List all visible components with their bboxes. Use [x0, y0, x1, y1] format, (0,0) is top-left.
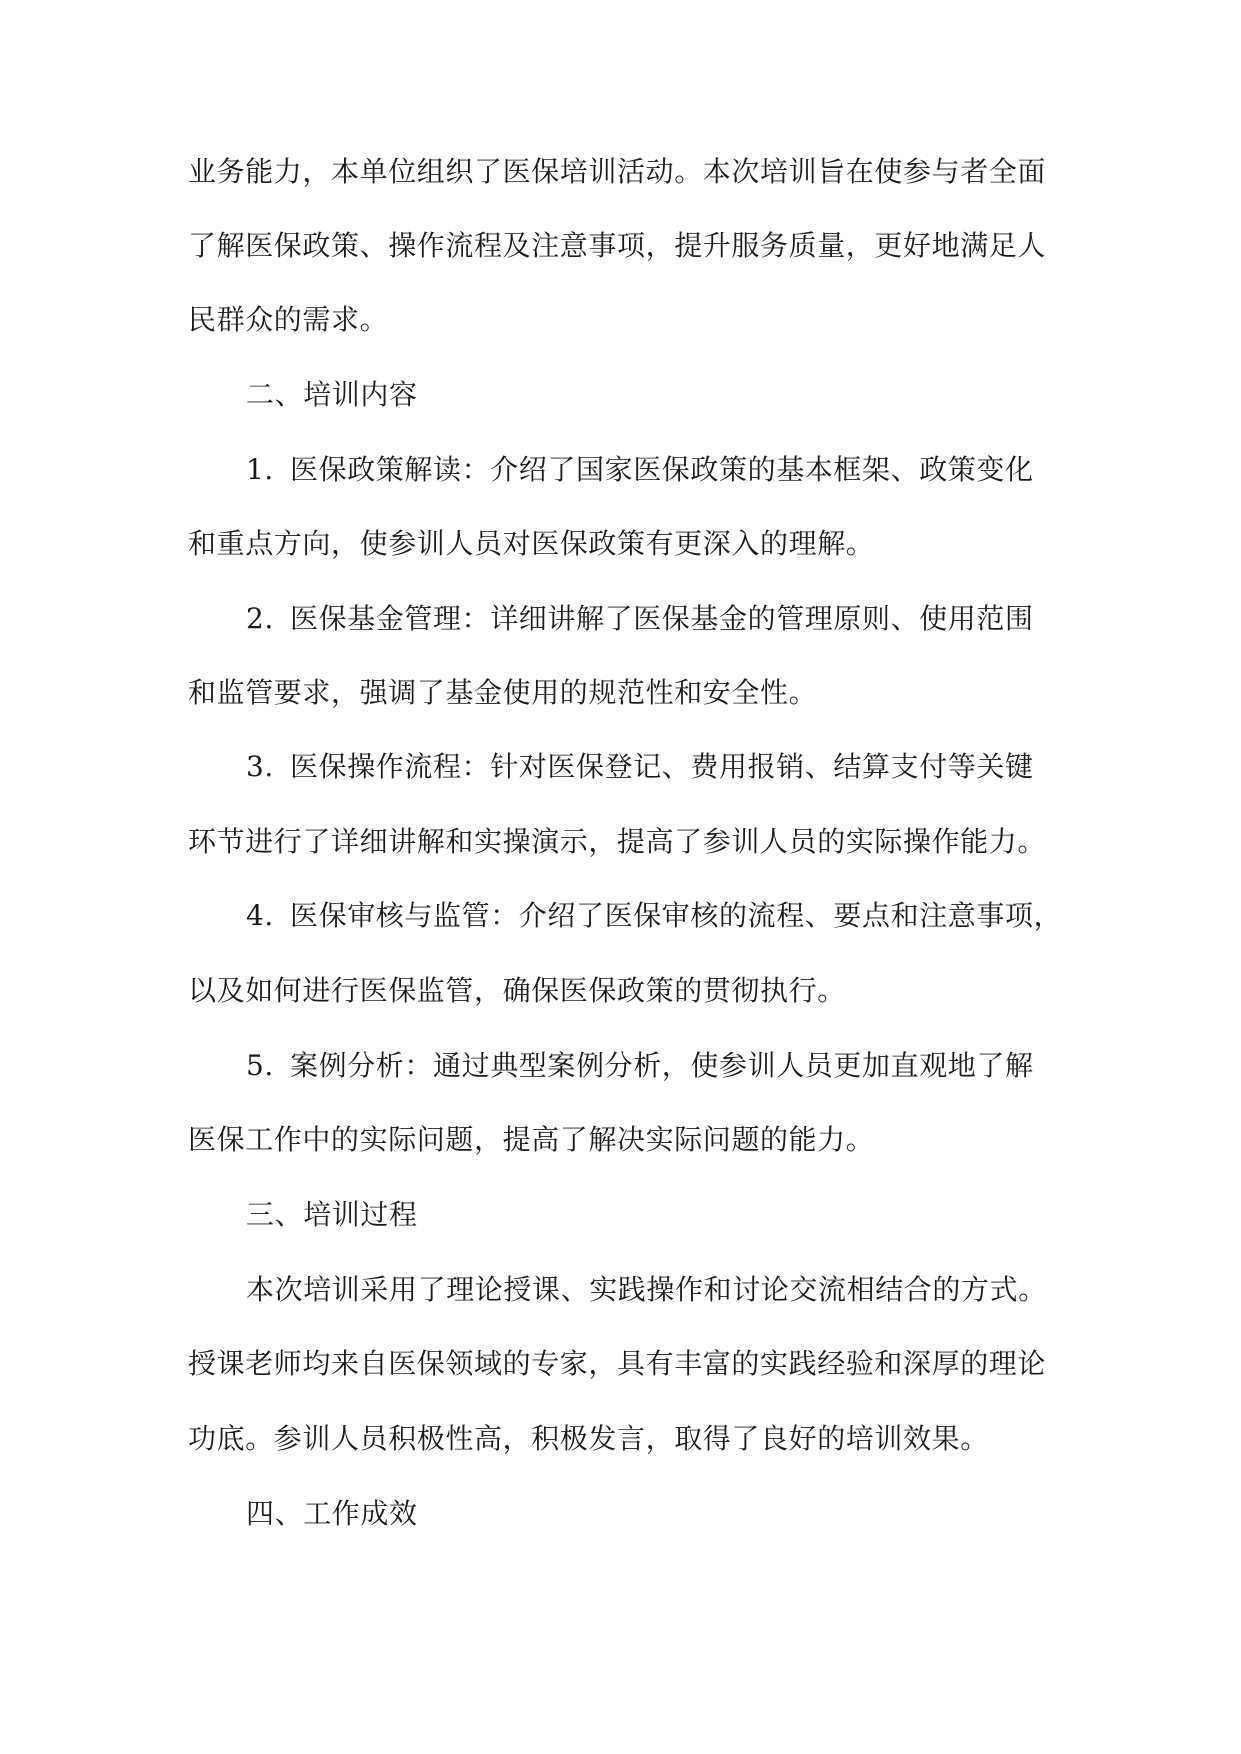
list-item-number: 4.: [246, 899, 274, 932]
list-item-3: [246, 747, 1146, 787]
paragraph-line: 授课老师均来自医保领域的专家，具有丰富的实践经验和深厚的理论: [188, 1347, 1047, 1380]
list-item-3-continuation: 环节进行了详细讲解和实操演示，提高了参训人员的实际操作能力。: [188, 825, 1047, 858]
list-item-4-continuation: 以及如何进行医保监管，确保医保政策的贯彻执行。: [188, 974, 846, 1007]
paragraph-line: 功底。参训人员积极性高，积极发言，取得了良好的培训效果。: [188, 1422, 989, 1455]
list-item-5-continuation: 医保工作中的实际问题，提高了解决实际问题的能力。: [188, 1123, 875, 1156]
paragraph-line: 了解医保政策、操作流程及注意事项，提升服务质量，更好地满足人: [188, 229, 1047, 262]
list-item-text: 医保审核与监管：介绍了医保审核的流程、要点和注意事项，: [290, 899, 1063, 932]
list-item-number: 1.: [246, 453, 274, 486]
list-item-2-continuation: 和监管要求，强调了基金使用的规范性和安全性。: [188, 676, 818, 709]
list-item-1-continuation: 和重点方向，使参训人员对医保政策有更深入的理解。: [188, 527, 875, 560]
list-item-1: [246, 450, 1146, 490]
paragraph-line: 业务能力，本单位组织了医保培训活动。本次培训旨在使参与者全面: [188, 155, 1047, 188]
list-item-text: 医保操作流程：针对医保登记、费用报销、结算支付等关键: [290, 750, 1034, 783]
list-item-text: 医保政策解读：介绍了国家医保政策的基本框架、政策变化: [290, 453, 1034, 486]
list-item-5: [246, 1046, 1146, 1086]
section-heading-training-content: 二、培训内容: [246, 378, 418, 411]
list-item-number: 5.: [246, 1049, 274, 1082]
paragraph-line: 本次培训采用了理论授课、实践操作和讨论交流相结合的方式。: [246, 1273, 1047, 1306]
list-item-text: 医保基金管理：详细讲解了医保基金的管理原则、使用范围: [290, 602, 1034, 635]
paragraph-line: 民群众的需求。: [188, 303, 389, 336]
list-item-text: 案例分析：通过典型案例分析，使参训人员更加直观地了解: [290, 1049, 1034, 1082]
list-item-2: [246, 599, 1146, 639]
list-item-number: 2.: [246, 602, 274, 635]
section-heading-work-results: 四、工作成效: [246, 1497, 418, 1530]
list-item-number: 3.: [246, 750, 274, 783]
list-item-4: [246, 896, 1146, 936]
section-heading-training-process: 三、培训过程: [246, 1198, 418, 1231]
